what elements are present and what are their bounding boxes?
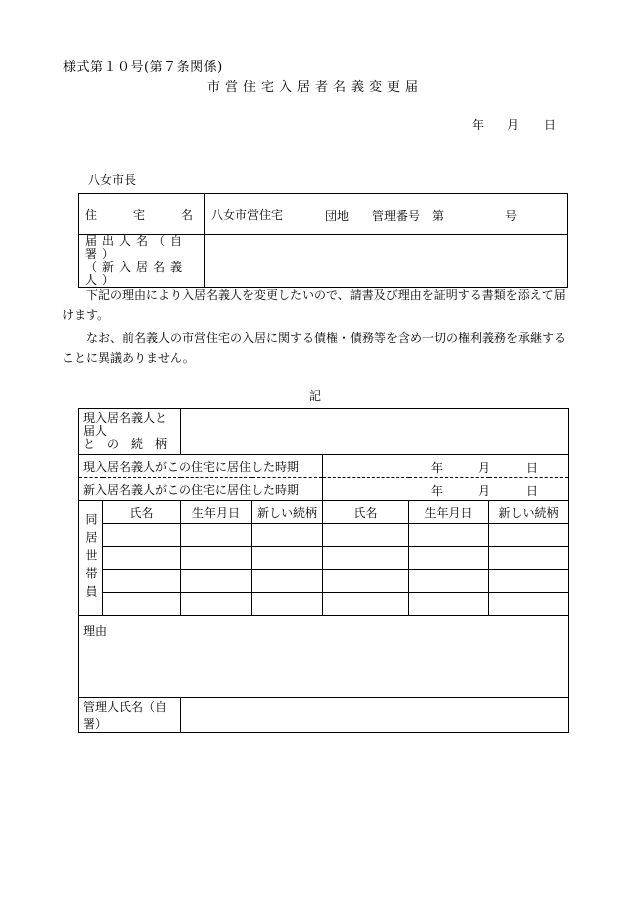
manager-label: 管理人氏名（自署）: [79, 698, 181, 733]
household-cell[interactable]: [409, 570, 489, 593]
paragraph-1: 下記の理由により入居名義人を変更したいので、請書及び理由を証明する書類を添えて届けます。: [62, 288, 566, 322]
applicant-label: [79, 235, 205, 288]
new-year-label: 年: [431, 484, 444, 498]
address-label: 住 宅 名: [79, 194, 205, 235]
addressee: 八女市長: [88, 173, 137, 187]
form-number: 様式第１０号(第７条関係): [63, 60, 223, 75]
household-cell[interactable]: [409, 593, 489, 616]
household-cell[interactable]: [489, 547, 569, 570]
household-row: [79, 570, 569, 593]
household-cell[interactable]: [252, 547, 323, 570]
new-day-label: 日: [526, 484, 539, 498]
col-name-1: 氏名: [103, 501, 181, 524]
new-month-label: 月: [478, 484, 491, 498]
dai-label: 第: [432, 209, 445, 223]
current-year-label: 年: [431, 461, 444, 475]
day-label: 日: [544, 118, 557, 132]
household-cell[interactable]: [103, 547, 181, 570]
household-cell[interactable]: [409, 547, 489, 570]
household-cell[interactable]: [181, 547, 252, 570]
household-cell[interactable]: [103, 570, 181, 593]
current-period-label: 現入居名義人がこの住宅に居住した時期: [79, 455, 323, 478]
household-label: [79, 501, 103, 616]
kanri-label: 管理番号: [372, 209, 421, 223]
manager-field[interactable]: [181, 698, 569, 733]
ki-heading: 記: [308, 389, 321, 403]
applicant-label-1: 届出人名（自署）: [85, 234, 188, 261]
applicant-label-2: （新入居名義人）: [85, 260, 188, 287]
col-birth-2: 生年月日: [409, 501, 489, 524]
col-birth-1: 生年月日: [181, 501, 252, 524]
household-cell[interactable]: [323, 593, 409, 616]
new-period-field[interactable]: [323, 478, 569, 501]
year-label: 年: [472, 118, 485, 132]
household-cell[interactable]: [323, 524, 409, 547]
relation-label-1: 現入居名義人と届人: [83, 411, 168, 438]
paragraph-2: なお、前名義人の市営住宅の入居に関する債権・債務等を含め一切の権利義務を承継することに異議ありません。: [62, 331, 567, 365]
relation-field[interactable]: [181, 409, 569, 455]
reason-field[interactable]: [79, 616, 569, 698]
go-label: 号: [505, 209, 518, 223]
address-field[interactable]: [205, 194, 568, 235]
household-row: [79, 524, 569, 547]
household-cell[interactable]: [409, 524, 489, 547]
new-period-label: 新入居名義人がこの住宅に居住した時期: [79, 478, 323, 501]
household-row: [79, 593, 569, 616]
household-cell[interactable]: [181, 593, 252, 616]
relation-label: [79, 409, 181, 455]
household-cell[interactable]: [323, 547, 409, 570]
applicant-field[interactable]: [205, 235, 568, 288]
household-cell[interactable]: [252, 593, 323, 616]
month-label: 月: [507, 118, 520, 132]
household-cell[interactable]: [252, 524, 323, 547]
household-cell[interactable]: [489, 570, 569, 593]
col-relation-2: 新しい続柄: [489, 501, 569, 524]
household-cell[interactable]: [103, 593, 181, 616]
household-cell[interactable]: [252, 570, 323, 593]
household-label-text: 同居世帯員: [84, 513, 98, 603]
current-day-label: 日: [526, 461, 539, 475]
household-cell[interactable]: [181, 570, 252, 593]
household-row: [79, 547, 569, 570]
reason-label: 理由: [83, 624, 108, 638]
document-title: 市営住宅入居者名義変更届: [206, 80, 423, 95]
address-value: 八女市営住宅: [211, 207, 284, 222]
household-cell[interactable]: [489, 524, 569, 547]
relation-label-2: と の 続 柄: [83, 437, 168, 451]
current-month-label: 月: [478, 461, 491, 475]
household-cell[interactable]: [103, 524, 181, 547]
household-cell[interactable]: [181, 524, 252, 547]
applicant-table: [78, 193, 568, 288]
col-name-2: 氏名: [323, 501, 409, 524]
household-cell[interactable]: [489, 593, 569, 616]
current-period-field[interactable]: [323, 455, 569, 478]
household-cell[interactable]: [323, 570, 409, 593]
danchi-label: 団地: [325, 209, 350, 223]
details-table: [78, 408, 569, 733]
col-relation-1: 新しい続柄: [252, 501, 323, 524]
